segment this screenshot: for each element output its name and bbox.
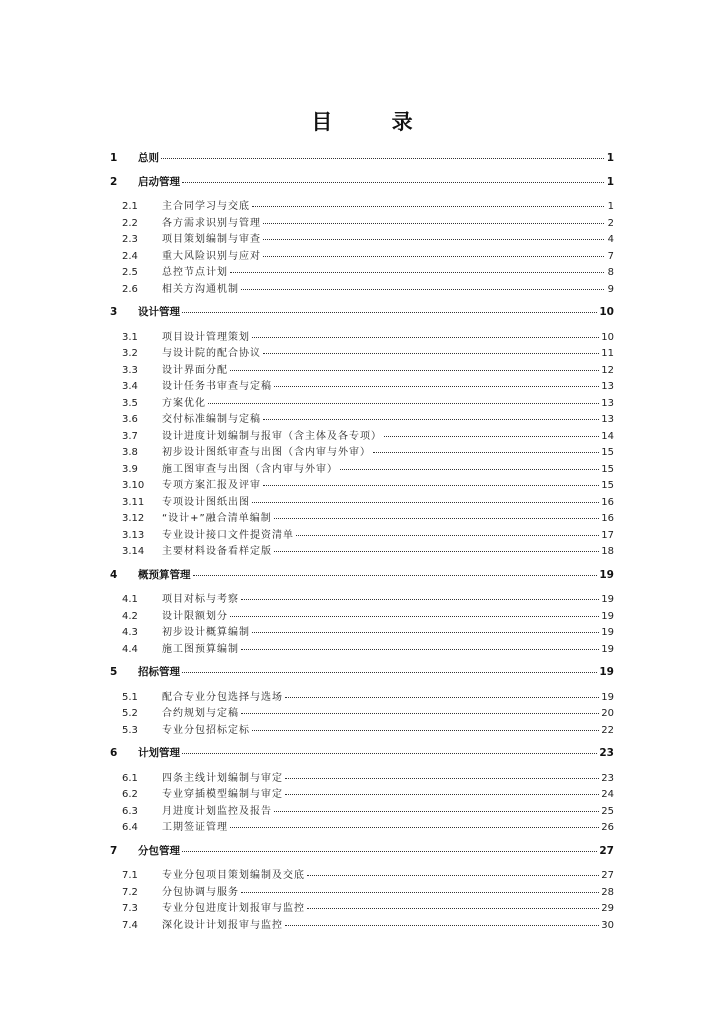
section-page-number: 19 (601, 627, 614, 638)
section-number: 7.3 (122, 903, 138, 914)
dot-leader (263, 419, 599, 420)
section-number: 3.10 (122, 480, 145, 491)
section-number: 3.6 (122, 414, 138, 425)
dot-leader (241, 649, 599, 650)
section-page-number: 14 (601, 430, 614, 442)
toc-section-row[interactable] (110, 197, 614, 214)
chapter-title: 启动管理 (138, 175, 180, 188)
section-page-number: 1 (607, 201, 614, 212)
toc-section-row[interactable] (110, 263, 614, 280)
toc-section-row[interactable] (110, 344, 614, 361)
dot-leader (274, 518, 600, 519)
section-page-number: 7 (607, 250, 614, 262)
section-number: 3.9 (122, 463, 138, 475)
section-title: 专业分包进度计划报审与监控 (162, 903, 305, 914)
section-number: 3.12 (122, 513, 145, 524)
section-number: 6.3 (122, 805, 138, 817)
chapter-title: 概预算管理 (138, 568, 191, 581)
dot-leader (263, 256, 604, 257)
dot-leader (241, 289, 604, 290)
section-title: 深化设计计划报审与监控 (162, 919, 283, 931)
section-title: 四条主线计划编制与审定 (162, 772, 283, 784)
toc-chapter-row[interactable] (110, 843, 614, 860)
dot-leader (340, 469, 599, 470)
section-number: 2.4 (122, 250, 138, 262)
section-page-number: 28 (601, 886, 614, 898)
dot-leader (384, 436, 599, 437)
dot-leader (263, 353, 599, 354)
toc-chapter-row[interactable] (110, 304, 614, 321)
toc-chapter-row[interactable] (110, 174, 614, 191)
section-title: 与设计院的配合协议 (162, 348, 261, 359)
section-page-number: 26 (601, 822, 614, 833)
dot-leader (230, 370, 599, 371)
section-number: 4.3 (122, 627, 138, 638)
section-page-number: 29 (601, 903, 614, 914)
toc-section-row[interactable] (110, 214, 614, 231)
dot-leader (263, 485, 599, 486)
section-title: 专业穿插模型编制与审定 (162, 789, 283, 800)
toc-chapter-row[interactable] (110, 664, 614, 681)
section-title: 各方需求识别与管理 (162, 217, 261, 229)
section-number: 4.4 (122, 643, 138, 655)
dot-leader (285, 778, 599, 779)
dot-leader (252, 502, 599, 503)
table-of-contents (110, 150, 614, 940)
chapter-number: 4 (110, 568, 118, 581)
toc-section-row[interactable] (110, 721, 614, 738)
section-page-number: 23 (601, 772, 614, 784)
toc-section-row[interactable] (110, 623, 614, 640)
section-number: 3.7 (122, 430, 138, 442)
section-number: 4.2 (122, 610, 138, 622)
toc-section-row[interactable] (110, 785, 614, 802)
section-page-number: 11 (601, 348, 614, 359)
section-number: 5.3 (122, 724, 138, 736)
section-page-number: 16 (601, 496, 614, 508)
toc-section-row[interactable] (110, 607, 614, 624)
dot-leader (182, 851, 597, 852)
toc-section-row[interactable] (110, 542, 614, 559)
toc-section-row[interactable] (110, 769, 614, 786)
section-number: 3.8 (122, 447, 138, 458)
dot-leader (252, 206, 604, 207)
section-title: 分包协调与服务 (162, 886, 239, 898)
toc-section-row[interactable] (110, 280, 614, 297)
toc-section-row[interactable] (110, 704, 614, 721)
section-number: 6.1 (122, 772, 138, 784)
section-page-number: 25 (601, 805, 614, 817)
chapter-number: 1 (110, 152, 118, 164)
dot-leader (274, 811, 599, 812)
chapter-number: 7 (110, 844, 118, 857)
toc-section-row[interactable] (110, 493, 614, 510)
section-title: 项目策划编制与审查 (162, 234, 261, 245)
dot-leader (230, 616, 599, 617)
dot-leader (182, 753, 597, 754)
section-number: 2.3 (122, 234, 138, 245)
toc-section-row[interactable] (110, 640, 614, 657)
dot-leader (252, 730, 599, 731)
chapter-title: 招标管理 (138, 666, 180, 678)
dot-leader (285, 794, 599, 795)
section-page-number: 19 (601, 594, 614, 605)
dot-leader (263, 223, 604, 224)
chapter-number: 3 (110, 306, 118, 318)
section-number: 3.13 (122, 529, 145, 541)
dot-leader (241, 599, 599, 600)
dot-leader (252, 632, 599, 633)
section-title: 主合同学习与交底 (162, 201, 250, 212)
section-number: 6.2 (122, 789, 138, 800)
section-title: 总控节点计划 (162, 267, 228, 278)
toc-section-row[interactable] (110, 476, 614, 493)
section-number: 7.4 (122, 919, 138, 931)
section-title: 配合专业分包选择与选场 (162, 691, 283, 703)
toc-section-row[interactable] (110, 427, 614, 444)
chapter-number: 2 (110, 175, 118, 188)
chapter-page-number: 19 (599, 666, 614, 678)
chapter-page-number: 1 (606, 152, 614, 164)
section-number: 2.5 (122, 267, 138, 278)
section-page-number: 15 (601, 447, 614, 458)
dot-leader (274, 386, 599, 387)
toc-section-row[interactable] (110, 688, 614, 705)
section-page-number: 8 (607, 267, 614, 278)
toc-section-row[interactable] (110, 899, 614, 916)
dot-leader (285, 925, 599, 926)
section-page-number: 16 (601, 513, 614, 524)
dot-leader (182, 672, 597, 673)
toc-chapter-row[interactable] (110, 567, 614, 584)
section-number: 5.1 (122, 691, 138, 703)
section-number: 3.3 (122, 364, 138, 376)
chapter-page-number: 27 (599, 844, 614, 857)
section-page-number: 15 (601, 463, 614, 475)
toc-section-row[interactable] (110, 590, 614, 607)
section-title: 专业分包招标定标 (162, 724, 250, 736)
toc-section-row[interactable] (110, 866, 614, 883)
section-title: 相关方沟通机制 (162, 283, 239, 295)
section-title: 设计任务书审查与定稿 (162, 381, 272, 392)
dot-leader (241, 713, 599, 714)
dot-leader (161, 158, 604, 159)
section-page-number: 19 (601, 643, 614, 655)
dot-leader (307, 875, 599, 876)
section-number: 7.2 (122, 886, 138, 898)
chapter-page-number: 1 (606, 175, 614, 188)
section-page-number: 20 (601, 708, 614, 719)
toc-section-row[interactable] (110, 916, 614, 933)
toc-chapter-row[interactable] (110, 150, 614, 167)
section-page-number: 15 (601, 480, 614, 491)
dot-leader (193, 575, 598, 576)
dot-leader (274, 551, 599, 552)
section-page-number: 18 (601, 546, 614, 557)
chapter-title: 设计管理 (138, 306, 180, 318)
chapter-title: 分包管理 (138, 844, 180, 857)
dot-leader (373, 452, 599, 453)
section-title: “设计+”融合清单编制 (162, 513, 272, 524)
section-page-number: 12 (601, 364, 614, 376)
chapter-title: 总则 (138, 152, 159, 164)
toc-section-row[interactable] (110, 230, 614, 247)
section-title: 初步设计图纸审查与出图（含内审与外审） (162, 447, 371, 458)
section-title: 初步设计概算编制 (162, 627, 250, 638)
toc-section-row[interactable] (110, 394, 614, 411)
section-title: 月进度计划监控及报告 (162, 805, 272, 817)
section-page-number: 13 (601, 381, 614, 392)
chapter-page-number: 23 (599, 747, 614, 759)
chapter-number: 6 (110, 747, 118, 759)
section-number: 2.1 (122, 201, 138, 212)
chapter-title: 计划管理 (138, 747, 180, 759)
section-title: 方案优化 (162, 397, 206, 409)
section-title: 专业分包项目策划编制及交底 (162, 870, 305, 881)
dot-leader (252, 337, 599, 338)
section-page-number: 13 (601, 414, 614, 425)
dot-leader (182, 312, 597, 313)
dot-leader (307, 908, 599, 909)
toc-section-row[interactable] (110, 410, 614, 427)
toc-section-row[interactable] (110, 526, 614, 543)
section-title: 专项方案汇报及评审 (162, 480, 261, 491)
toc-section-row[interactable] (110, 361, 614, 378)
toc-section-row[interactable] (110, 818, 614, 835)
toc-section-row[interactable] (110, 802, 614, 819)
section-page-number: 13 (601, 397, 614, 409)
toc-section-row[interactable] (110, 460, 614, 477)
toc-section-row[interactable] (110, 247, 614, 264)
section-number: 3.1 (122, 331, 138, 343)
section-page-number: 17 (601, 529, 614, 541)
section-title: 施工图预算编制 (162, 643, 239, 655)
section-number: 3.2 (122, 348, 138, 359)
toc-section-row[interactable] (110, 509, 614, 526)
toc-title: 目 录 (311, 110, 439, 134)
section-page-number: 22 (601, 724, 614, 736)
section-title: 主要材料设备看样定版 (162, 546, 272, 557)
toc-chapter-row[interactable] (110, 745, 614, 762)
dot-leader (208, 403, 599, 404)
section-number: 3.11 (122, 496, 145, 508)
chapter-number: 5 (110, 666, 118, 678)
section-page-number: 4 (607, 234, 614, 245)
section-title: 工期签证管理 (162, 822, 228, 833)
dot-leader (296, 535, 599, 536)
section-title: 项目对标与考察 (162, 594, 239, 605)
section-number: 5.2 (122, 708, 138, 719)
section-title: 专业设计接口文件提资清单 (162, 529, 294, 541)
section-page-number: 19 (601, 610, 614, 622)
dot-leader (241, 892, 599, 893)
section-title: 重大风险识别与应对 (162, 250, 261, 262)
chapter-page-number: 19 (599, 568, 614, 581)
dot-leader (263, 239, 604, 240)
toc-section-row[interactable] (110, 883, 614, 900)
section-page-number: 30 (601, 919, 614, 931)
dot-leader (230, 827, 599, 828)
toc-section-row[interactable] (110, 443, 614, 460)
section-page-number: 24 (601, 789, 614, 800)
section-title: 交付标准编制与定稿 (162, 414, 261, 425)
section-page-number: 10 (601, 331, 614, 343)
dot-leader (285, 697, 599, 698)
section-number: 4.1 (122, 594, 138, 605)
section-number: 2.2 (122, 217, 138, 229)
section-title: 合约规划与定稿 (162, 708, 239, 719)
section-page-number: 2 (607, 217, 614, 229)
section-page-number: 9 (607, 283, 614, 295)
section-title: 专项设计图纸出图 (162, 496, 250, 508)
section-number: 3.14 (122, 546, 145, 557)
dot-leader (230, 272, 604, 273)
section-title: 设计进度计划编制与报审（含主体及各专项） (162, 430, 382, 442)
toc-section-row[interactable] (110, 328, 614, 345)
section-title: 设计限额划分 (162, 610, 228, 622)
section-page-number: 19 (601, 691, 614, 703)
section-title: 设计界面分配 (162, 364, 228, 376)
dot-leader (182, 182, 604, 183)
section-number: 2.6 (122, 283, 138, 295)
section-number: 3.4 (122, 381, 138, 392)
section-title: 施工图审查与出图（含内审与外审） (162, 463, 338, 475)
section-title: 项目设计管理策划 (162, 331, 250, 343)
toc-section-row[interactable] (110, 377, 614, 394)
section-page-number: 27 (601, 870, 614, 881)
section-number: 7.1 (122, 870, 138, 881)
chapter-page-number: 10 (599, 306, 614, 318)
section-number: 6.4 (122, 822, 138, 833)
section-number: 3.5 (122, 397, 138, 409)
